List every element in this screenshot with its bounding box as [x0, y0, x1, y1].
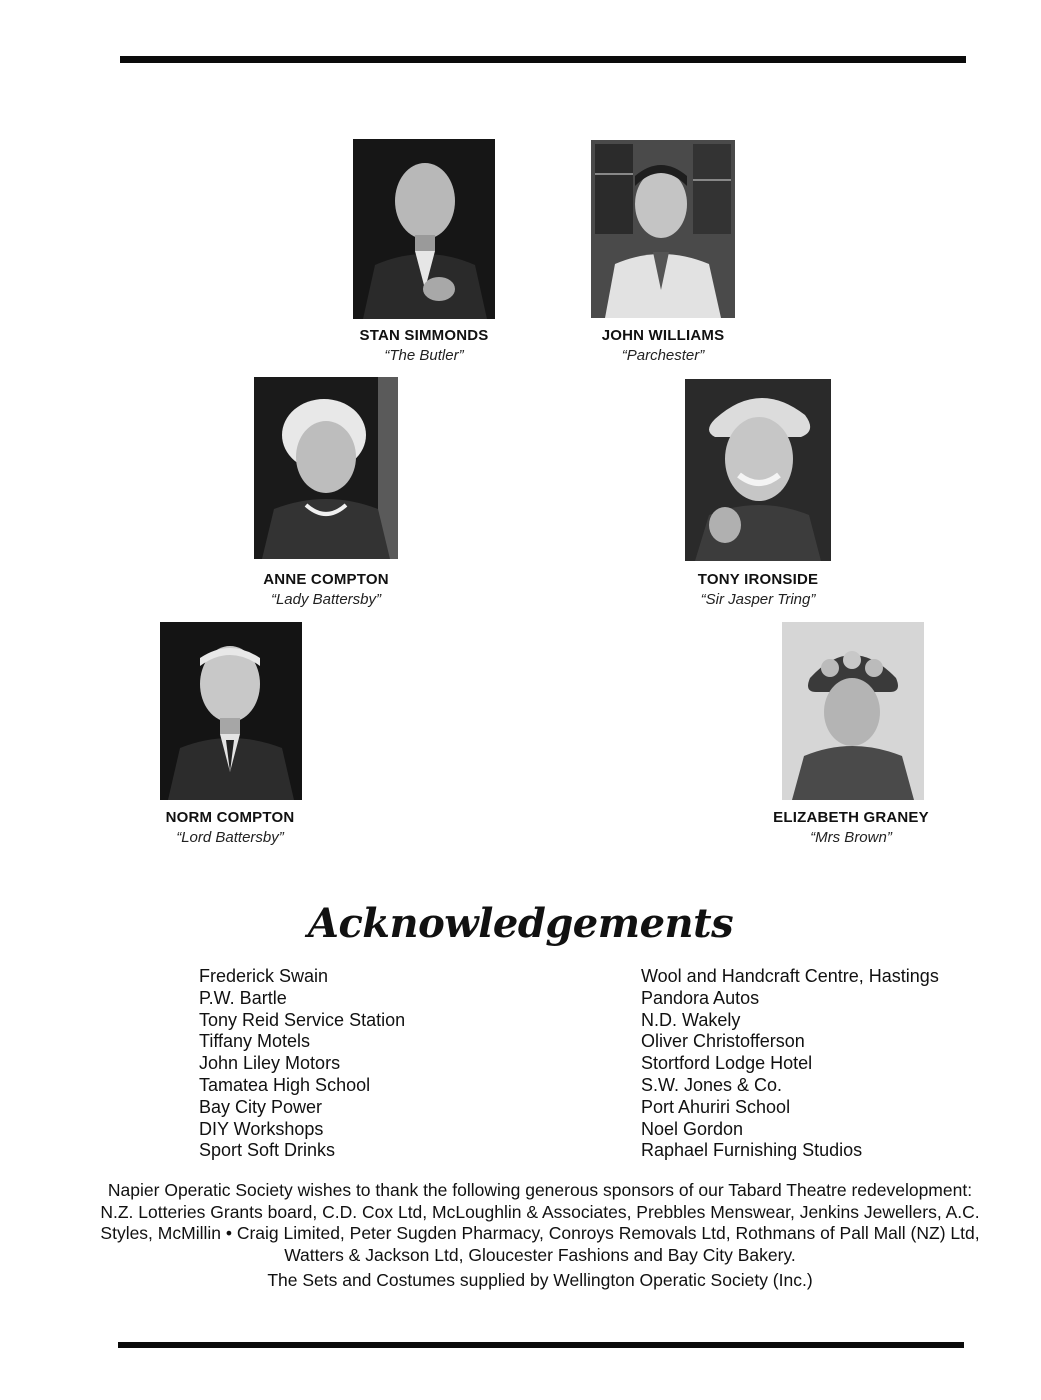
list-item: P.W. Bartle: [199, 987, 287, 1008]
cast-caption-anne-compton: [216, 570, 436, 610]
portrait-elizabeth-graney: [782, 622, 924, 800]
list-item: Tony Reid Service Station: [199, 1009, 406, 1030]
list-item: Oliver Christofferson: [641, 1031, 805, 1052]
top-rule: [120, 56, 966, 63]
list-item: Tamatea High School: [199, 1074, 371, 1095]
list-item: Bay City Power: [199, 1096, 323, 1117]
list-item: Tiffany Motels: [199, 1031, 311, 1052]
cast-caption-stan-simmonds: [314, 326, 534, 366]
acknowledgements-title: Acknowledgements: [307, 900, 734, 947]
list-item: Sport Soft Drinks: [199, 1140, 336, 1161]
acknowledgements-right-column: [641, 966, 939, 1162]
list-item: N.D. Wakely: [641, 1009, 741, 1030]
portrait-anne-compton: [254, 377, 398, 559]
portrait-john-williams: [591, 140, 735, 318]
acknowledgements-left-column: [199, 966, 405, 1162]
cast-name: NORM COMPTON: [165, 809, 295, 826]
cast-name: TONY IRONSIDE: [697, 571, 819, 588]
cast-caption-john-williams: [553, 326, 773, 366]
cast-name: STAN SIMMONDS: [359, 327, 489, 344]
cast-role: “Sir Jasper Tring”: [700, 591, 816, 608]
cast-caption-elizabeth-graney: [741, 808, 961, 848]
list-item: DIY Workshops: [199, 1118, 324, 1139]
cast-role: “Lord Battersby”: [176, 829, 284, 846]
cast-role: “Lady Battersby”: [270, 591, 382, 608]
sets-credit: The Sets and Costumes supplied by Wellington Operatic Society (Inc.): [267, 1270, 813, 1290]
cast-name: JOHN WILLIAMS: [601, 327, 725, 344]
cast-role: “Mrs Brown”: [810, 829, 892, 846]
list-item: Pandora Autos: [641, 987, 760, 1008]
cast-name: ANNE COMPTON: [263, 571, 389, 588]
list-item: Port Ahuriri School: [641, 1096, 791, 1117]
cast-name: ELIZABETH GRANEY: [773, 809, 929, 826]
cast-caption-tony-ironside: [648, 570, 868, 610]
cast-role: “The Butler”: [384, 347, 464, 364]
portrait-norm-compton: [160, 622, 302, 800]
portrait-stan-simmonds: [353, 139, 495, 319]
sponsors-block: [100, 1180, 980, 1292]
list-item: Stortford Lodge Hotel: [641, 1053, 813, 1074]
list-item: John Liley Motors: [199, 1053, 341, 1074]
list-item: S.W. Jones & Co.: [641, 1074, 783, 1095]
cast-caption-norm-compton: [120, 808, 340, 848]
list-item: Raphael Furnishing Studios: [641, 1140, 863, 1161]
list-item: Frederick Swain: [199, 966, 329, 986]
list-item: Noel Gordon: [641, 1118, 744, 1139]
sponsors-intro: Napier Operatic Society wishes to thank the following generous sponsors of our Tabard Theatre redevelopment:: [107, 1180, 973, 1200]
bottom-rule: [118, 1342, 964, 1348]
cast-role: “Parchester”: [621, 347, 705, 364]
sponsors-list: N.Z. Lotteries Grants board, C.D. Cox Ltd, McLoughlin & Associates, Prebbles Menswear, Jenkins Jewellers, A.C. Styles, McMillin • Craig Limited, Peter Sugden Pharmacy, Conroys Removals Ltd, Rothmans of Pall Mall (NZ) Ltd, Watters & Jackson Ltd, Gloucester Fashions and Bay City Bakery.: [100, 1201, 980, 1265]
list-item: Wool and Handcraft Centre, Hastings: [641, 966, 939, 986]
portrait-tony-ironside: [685, 379, 831, 561]
